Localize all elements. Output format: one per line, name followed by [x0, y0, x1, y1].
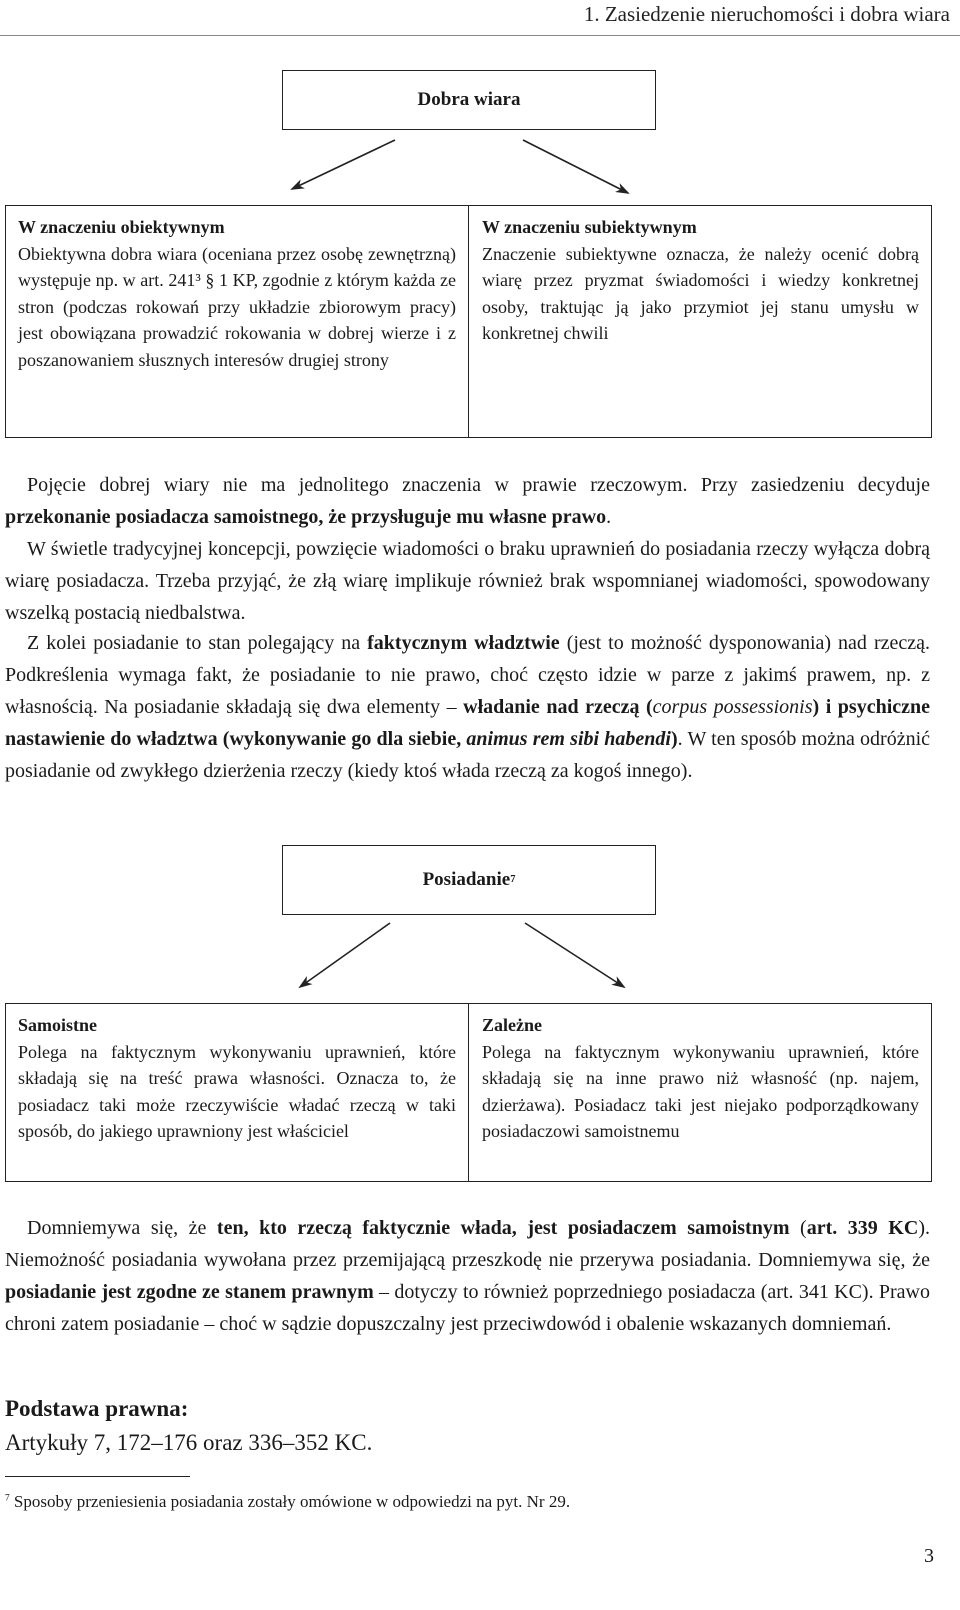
page-number: 3 [924, 1545, 934, 1567]
subjective-meaning-text: Znaczenie subiektywne oznacza, że należy ocenić dobrą wiarę przez pryzmat świadomości i wiedzy konkretnej osoby, traktując ją jako przymiot jej stanu umysłu w konkretnej chwili [482, 243, 919, 343]
cell-divider [468, 206, 469, 437]
independent-possession-text: Polega na faktycznym wykonywaniu uprawnień, które składają się na treść prawa własności. Oznacza to, że posiadacz taki może rzeczywiście władać rzeczą w taki sposób, do jakiego uprawniony jest właściciel [18, 1041, 456, 1141]
legal-basis-text: Artykuły 7, 172–176 oraz 336–352 KC. [5, 1430, 373, 1455]
good-faith-meanings-box [5, 205, 932, 438]
diagram-top-label: Dobra wiara [417, 89, 521, 110]
running-header: 1. Zasiedzenie nieruchomości i dobra wiara [583, 2, 950, 26]
objective-meaning-cell [6, 206, 468, 437]
dependent-possession-title: Zależne [482, 1015, 542, 1035]
paragraph-3: Z kolei posiadanie to stan polegający na faktycznym władztwie (jest to możność dysponowania) nad rzeczą. Podkreślenia wymaga fakt, że posiadanie to nie prawo, choć często idzie w parze z jakimś prawem, np. z własnością. Na posiadanie składają się dwa elementy – władanie nad rzeczą (corpus possessionis) i psychiczne nastawienie do władztwa (wykonywanie go dla siebie, animus rem sibi habendi). W ten sposób można odróżnić posiadanie od zwykłego dzierżenia rzeczy (kiedy ktoś włada rzeczą za kogoś innego). [5, 632, 931, 782]
arrow-left [292, 140, 395, 189]
diagram1-arrows [0, 0, 960, 200]
legal-basis-title: Podstawa prawna: [5, 1396, 189, 1421]
paragraph-2: W świetle tradycyjnej koncepcji, powzięcie wiadomości o braku uprawnień do posiadania rzeczy wyłącza dobrą wiarę posiadacza. Trzeba przyjąć, że złą wiarę implikuje również brak wspomnianej wiadomości, spowodowany wszelką postacią niedbalstwa. [5, 538, 930, 624]
objective-meaning-text: Obiektywna dobra wiara (oceniana przez osobę zewnętrzną) występuje np. w art. 241³ § 1 KP, zgodnie z którym każda ze stron (podczas rokowań przy układzie zbiorowym pracy) jest obowiązana prowadzić rokowania w dobrej wierze i z poszanowaniem słusznych interesów drugiej strony [18, 243, 456, 370]
dependent-possession-text: Polega na faktycznym wykonywaniu uprawnień, które składają się na inne prawo niż własność (np. najem, dzierżawa). Posiadacz taki jest niejako podporządkowany posiadaczowi samoistnemu [482, 1041, 919, 1141]
possession-types-box [5, 1003, 932, 1182]
diagram2-arrows [0, 900, 960, 1020]
subjective-meaning-cell [470, 206, 931, 437]
subjective-meaning-title: W znaczeniu subiektywnym [482, 217, 697, 237]
diagram-top-box-possession: Posiadanie 7 [282, 845, 656, 915]
diagram-top-label: Posiadanie [422, 869, 511, 890]
footnote: $^7$ Sposoby przeniesienia posiadania zostały omówione w odpowiedzi na pyt. Nr 29. [5, 1492, 571, 1511]
arrow-left [300, 923, 390, 987]
cell-divider [468, 1004, 469, 1181]
arrow-right [525, 923, 624, 987]
footnote-rule [5, 1476, 190, 1477]
objective-meaning-title: W znaczeniu obiektywnym [18, 217, 225, 237]
paragraph-4: Domniemywa się, że ten, kto rzeczą faktycznie włada, jest posiadaczem samoistnym (art. 339 KC). Niemożność posiadania wywołana przez przemijającą przeszkodę nie przerywa posiadania. Domniemywa się, że posiadanie jest zgodne ze stanem prawnym – dotyczy to również poprzedniego posiadacza (art. 341 KC). Prawo chroni zatem posiadanie – choć w sądzie dopuszczalny jest przeciwdowód i obalenie wskazanych domniemań. [5, 1217, 930, 1335]
dependent-possession-cell [470, 1004, 931, 1181]
arrow-right [523, 140, 628, 193]
independent-possession-title: Samoistne [18, 1015, 98, 1035]
independent-possession-cell [6, 1004, 468, 1181]
paragraph-1: Pojęcie dobrej wiary nie ma jednolitego znaczenia w prawie rzeczowym. Przy zasiedzeniu decyduje przekonanie posiadacza samoistnego, że przysługuje mu własne prawo. [5, 474, 930, 528]
